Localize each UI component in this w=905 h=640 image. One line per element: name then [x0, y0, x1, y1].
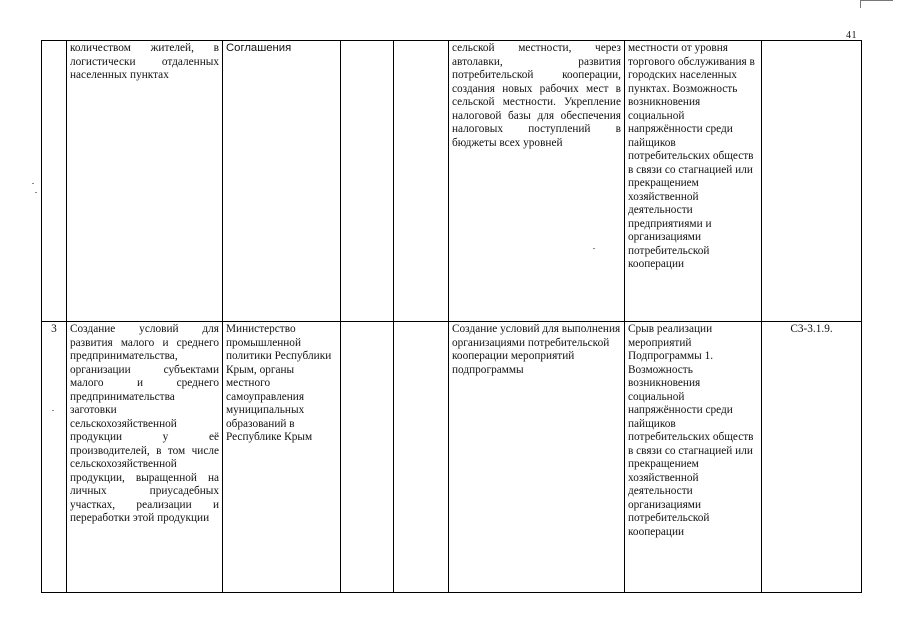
measure-cell: Создание условий для развития малого и среднего предпринимательства, организации субъектами малого и среднего предпринимательства заготовки сельскохозяйственной продукции у её производителей, в том числе сельскохозяйственной продукции, выращенной на личных приусадебных участках, реализации и переработки этой продукции — [67, 322, 223, 593]
program-measures-table — [41, 40, 862, 593]
risks-cell: Срыв реализации мероприятий Подпрограммы 1. Возможность возникновения социальной напряжённости среди пайщиков потребительских обществ в связи со стагнацией или прекращением хозяйственной деятельности организациями потребительской кооперации — [625, 322, 762, 593]
empty-cell — [341, 322, 394, 593]
page-number: 41 — [846, 30, 857, 41]
table-row — [42, 41, 862, 322]
scan-speck — [35, 192, 37, 193]
empty-cell — [341, 41, 394, 322]
expected-result-cell: Создание условий для выполнения организациями потребительской кооперации мероприятий подпрограммы — [449, 322, 625, 593]
executor-cell: Министерство промышленной политики Республики Крым, органы местного самоуправления муниципальных образований в Республике Крым — [223, 322, 341, 593]
scan-speck — [32, 183, 34, 184]
row-number-cell: 3 — [42, 322, 67, 593]
empty-cell — [394, 322, 449, 593]
expected-result-cell: сельской местности, через автолавки, развития потребительской кооперации, создания новых рабочих мест в сельской местности. Укрепление налоговой базы для обеспечения налоговых поступлений в бюджеты всех уровней — [449, 41, 625, 322]
risks-cell: местности от уровня торгового обслуживания в городских населенных пунктах. Возможность возникновения социальной напряжённости среди пайщиков потребительских обществ в связи со стагнацией или прекращением хозяйственной деятельности предприятиями и организациями потребительской кооперации — [625, 41, 762, 322]
indicator-code-cell — [762, 41, 862, 322]
executor-cell: Соглашения — [223, 41, 341, 322]
table-row — [42, 322, 862, 593]
scan-edge-mark — [860, 0, 893, 8]
measure-cell: количеством жителей, в логистически отдаленных населенных пунктах — [67, 41, 223, 322]
row-number-cell — [42, 41, 67, 322]
empty-cell — [394, 41, 449, 322]
indicator-code-cell: С3-3.1.9. — [762, 322, 862, 593]
